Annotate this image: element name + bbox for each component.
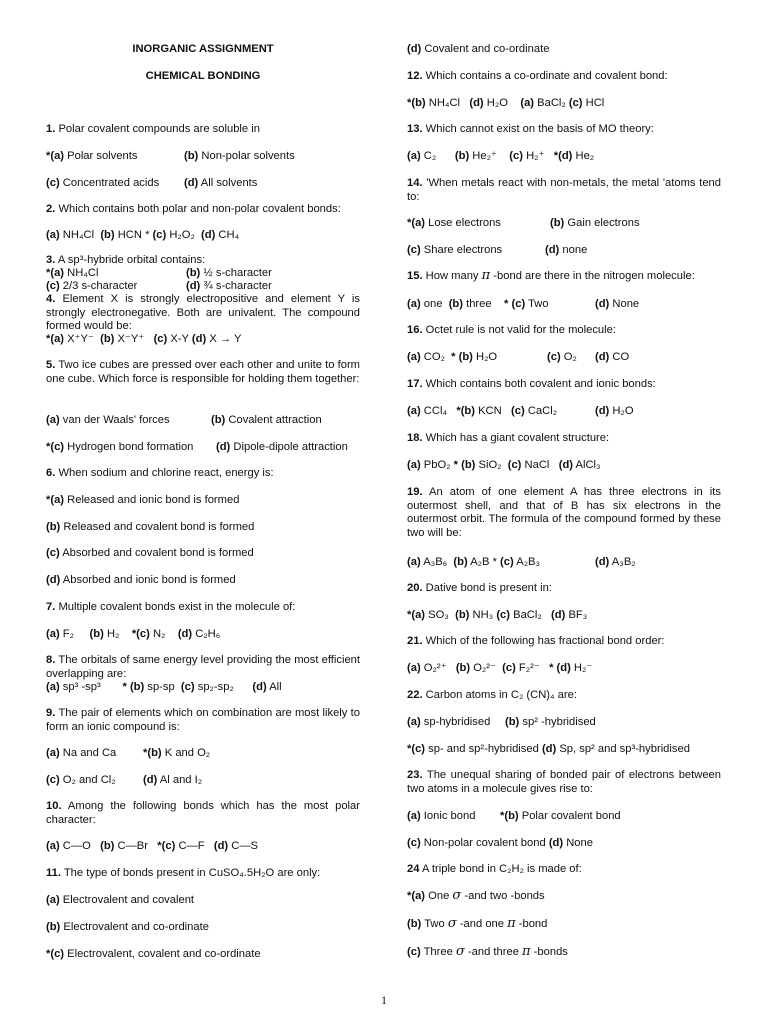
q6-option-a: *(a) Released and ionic bond is formed <box>46 494 240 506</box>
q23-options-row1: (a) Ionic bond *(b) Polar covalent bond <box>407 810 621 822</box>
page-number: 1 <box>381 993 387 1007</box>
q8-options: (a) sp³ -sp³ * (b) sp-sp (c) sp₂-sp₂ (d) All <box>46 681 282 693</box>
q16-options: (a) CO₂ * (b) H₂O (c) O₂ (d) CO <box>407 351 630 363</box>
question-12: 12. Which contains a co-ordinate and covalent bond: <box>407 70 668 82</box>
question-6: 6. When sodium and chlorine react, energy is: <box>46 467 274 479</box>
q24-option-c: (c) Three σ -and three π -bonds <box>407 944 568 959</box>
question-7: 7. Multiple covalent bonds exist in the molecule of: <box>46 601 296 613</box>
q11-option-b: (b) Electrovalent and co-ordinate <box>46 921 209 933</box>
q21-options: (a) O₂²⁺ (b) O₂²⁻ (c) F₂²⁻ * (d) H₂⁻ <box>407 662 593 674</box>
q3-options-row1: *(a) NH₄Cl (b) ½ s-character <box>46 267 272 279</box>
pi-symbol: π <box>481 268 491 283</box>
q11-option-c: *(c) Electrovalent, covalent and co-ordinate <box>46 948 261 960</box>
q18-options: (a) PbO₂ * (b) SiO₂ (c) NaCl (d) AlCl₃ <box>407 459 601 471</box>
q5-options-row1: (a) van der Waals' forces (b) Covalent attraction <box>46 414 322 426</box>
q9-options-row2: (c) O₂ and Cl₂ (d) Al and I₂ <box>46 774 203 786</box>
question-19: 19. An atom of one element A has three electrons in its outermost shell, and that of B has six electrons in the outermost orbit. The formula of the compound formed by these two will be: <box>407 486 721 539</box>
q14-options-row1: *(a) Lose electrons (b) Gain electrons <box>407 217 640 229</box>
q17-options: (a) CCl₄ *(b) KCN (c) CaCl₂ (d) H₂O <box>407 405 634 417</box>
q13-options: (a) C₂ (b) He₂⁺ (c) H₂⁺ *(d) He₂ <box>407 150 595 162</box>
q7-options: (a) F₂ (b) H₂ *(c) N₂ (d) C₂H₆ <box>46 628 221 640</box>
q15-options: (a) one (b) three * (c) Two (d) None <box>407 298 640 310</box>
q22-options-row2: *(c) sp- and sp²-hybridised (d) Sp, sp² and sp³-hybridised <box>407 743 690 755</box>
question-23: 23. The unequal sharing of bonded pair of electrons between two atoms in a molecule gives rise to: <box>407 769 722 795</box>
question-15: 15. How many π -bond are there in the nitrogen molecule: <box>407 268 695 283</box>
question-13: 13. Which cannot exist on the basis of MO theory: <box>407 123 654 135</box>
sigma-symbol: σ <box>455 944 465 959</box>
page-title: INORGANIC ASSIGNMENT <box>132 43 274 55</box>
q24-option-b: (b) Two σ -and one π -bond <box>407 916 548 931</box>
question-5: 5. Two ice cubes are pressed over each other and unite to form one cube. Which force is responsible for holding them together: <box>46 359 360 385</box>
q10-options: (a) C—O (b) C—Br *(c) C—F (d) C—S <box>46 840 259 852</box>
q6-option-c: (c) Absorbed and covalent bond is formed <box>46 547 254 559</box>
q2-options: (a) NH₄Cl (b) HCN * (c) H₂O₂ (d) CH₄ <box>46 229 240 241</box>
q20-options: *(a) SO₃ (b) NH₃ (c) BaCl₂ (d) BF₃ <box>407 609 588 621</box>
question-17: 17. Which contains both covalent and ionic bonds: <box>407 378 656 390</box>
q3-options-row2: (c) 2/3 s-character (d) ¾ s-character <box>46 280 272 292</box>
q1-options-row1: *(a) Polar solvents (b) Non-polar solvents <box>46 150 295 162</box>
q6-option-d: (d) Absorbed and ionic bond is formed <box>46 574 236 586</box>
q14-options-row2: (c) Share electrons (d) none <box>407 244 588 256</box>
question-1: 1. Polar covalent compounds are soluble in <box>46 123 260 135</box>
question-21: 21. Which of the following has fractional bond order: <box>407 635 665 647</box>
sigma-symbol: σ <box>452 888 462 903</box>
q22-options-row1: (a) sp-hybridised (b) sp² -hybridised <box>407 716 596 728</box>
question-20: 20. Dative bond is present in: <box>407 582 552 594</box>
q11-option-d: (d) Covalent and co-ordinate <box>407 43 550 55</box>
q12-options: *(b) NH₄Cl (d) H₂O (a) BaCl₂ (c) HCl <box>407 97 605 109</box>
q5-options-row2: *(c) Hydrogen bond formation (d) Dipole-dipole attraction <box>46 441 348 453</box>
question-16: 16. Octet rule is not valid for the molecule: <box>407 324 616 336</box>
q11-option-a: (a) Electrovalent and covalent <box>46 894 195 906</box>
question-9: 9. The pair of elements which on combination are most likely to form an ionic compound is: <box>46 707 360 733</box>
sigma-symbol: σ <box>447 916 457 931</box>
question-11: 11. The type of bonds present in CuSO₄.5H₂O are only: <box>46 867 321 879</box>
pi-symbol: π <box>522 944 531 959</box>
question-4: 4. Element X is strongly electropositive and element Y is strongly electronegative. Both are univalent. The compound formed would be: <box>46 293 360 333</box>
pi-symbol: π <box>507 916 516 931</box>
q24-option-a: *(a) One σ -and two -bonds <box>407 888 545 903</box>
question-10: 10. Among the following bonds which has the most polar character: <box>46 800 360 826</box>
q1-options-row2: (c) Concentrated acids (d) All solvents <box>46 177 258 189</box>
question-3: 3. A sp³-hybride orbital contains: <box>46 254 206 266</box>
question-14: 14. 'When metals react with non-metals, the metal 'atoms tend to: <box>407 177 722 203</box>
question-22: 22. Carbon atoms in C₂ (CN)₄ are: <box>407 689 577 701</box>
question-18: 18. Which has a giant covalent structure: <box>407 432 610 444</box>
q23-options-row2: (c) Non-polar covalent bond (d) None <box>407 837 593 849</box>
page-subtitle: CHEMICAL BONDING <box>145 70 261 82</box>
question-24: 24 A triple bond in C₂H₂ is made of: <box>407 863 582 875</box>
q6-option-b: (b) Released and covalent bond is formed <box>46 521 255 533</box>
question-2: 2. Which contains both polar and non-polar covalent bonds: <box>46 203 341 215</box>
question-8: 8. The orbitals of same energy level providing the most efficient overlapping are: <box>46 654 360 680</box>
q19-options: (a) A₃B₆ (b) A₂B * (c) A₂B₃ (d) A₃B₂ <box>407 556 636 568</box>
q4-options: *(a) X⁺Y⁻ (b) X⁻Y⁺ (c) X-Y (d) X → Y <box>46 333 242 345</box>
q9-options-row1: (a) Na and Ca *(b) K and O₂ <box>46 747 211 759</box>
